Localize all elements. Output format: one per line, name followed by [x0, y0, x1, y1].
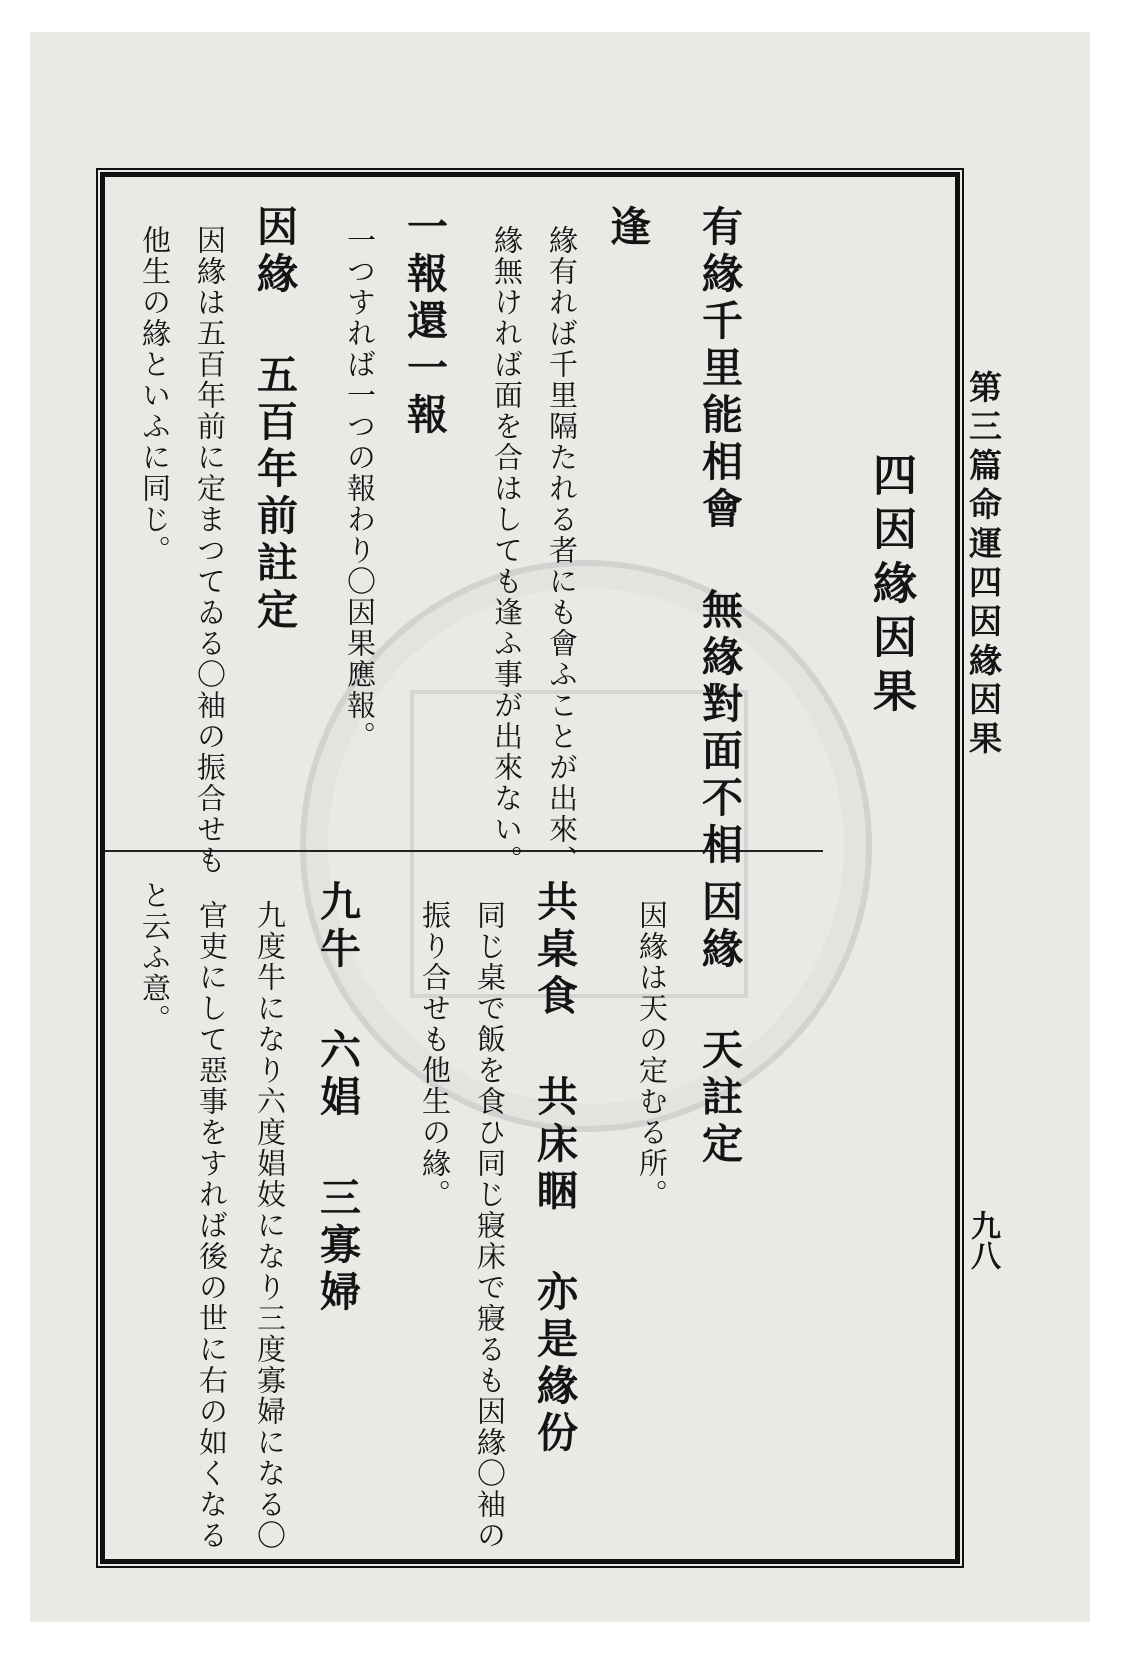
explanation-line-lower-1: 因緣は天の定むる所。 [635, 900, 669, 1210]
proverb-line-lower-0: 因緣 天註定 [695, 880, 743, 1169]
explanation-line-lower-8: と云ふ意。 [138, 880, 172, 1035]
proverb-line-lower-5: 九牛 六娼 三寡婦 [313, 880, 361, 1317]
proverb-line-upper-0: 有緣千里能相會 無緣對面不相 [695, 205, 743, 870]
explanation-line-upper-2: 緣有れば千里隔たれる者にも會ふことが出來、 [545, 225, 579, 876]
proverb-line-upper-6: 因緣 五百年前註定 [250, 205, 298, 635]
proverb-line-upper-4: 一報還一報 [400, 205, 448, 440]
explanation-line-upper-8: 他生の緣といふに同じ。 [138, 225, 172, 566]
page-number: 九八 [965, 1210, 1000, 1270]
explanation-line-lower-3: 同じ桌で飯を食ひ同じ寢床で寢るも因緣〇袖の [473, 900, 507, 1551]
proverb-line-upper-1: 逢 [603, 205, 651, 252]
explanation-line-upper-3: 緣無ければ面を合はしても逢ふ事が出來ない。 [490, 225, 524, 876]
explanation-line-lower-6: 九度牛になり六度娼妓になり三度寡婦になる〇 [253, 900, 287, 1551]
explanation-line-lower-4: 振り合せも他生の緣。 [418, 900, 452, 1210]
explanation-line-lower-7: 官吏にして惡事をすれば後の世に右の如くなる [195, 900, 229, 1551]
explanation-line-upper-5: 一つすれば一つの報わり〇因果應報。 [343, 225, 377, 752]
section-title: 四因緣因果 [865, 452, 916, 722]
running-header: 第三篇命運四因緣因果 [964, 370, 1003, 760]
explanation-line-upper-7: 因緣は五百年前に定まつてゐる〇袖の振合せも [193, 225, 227, 876]
proverb-line-lower-2: 共桌食 共床睏 亦是緣份 [530, 880, 578, 1458]
